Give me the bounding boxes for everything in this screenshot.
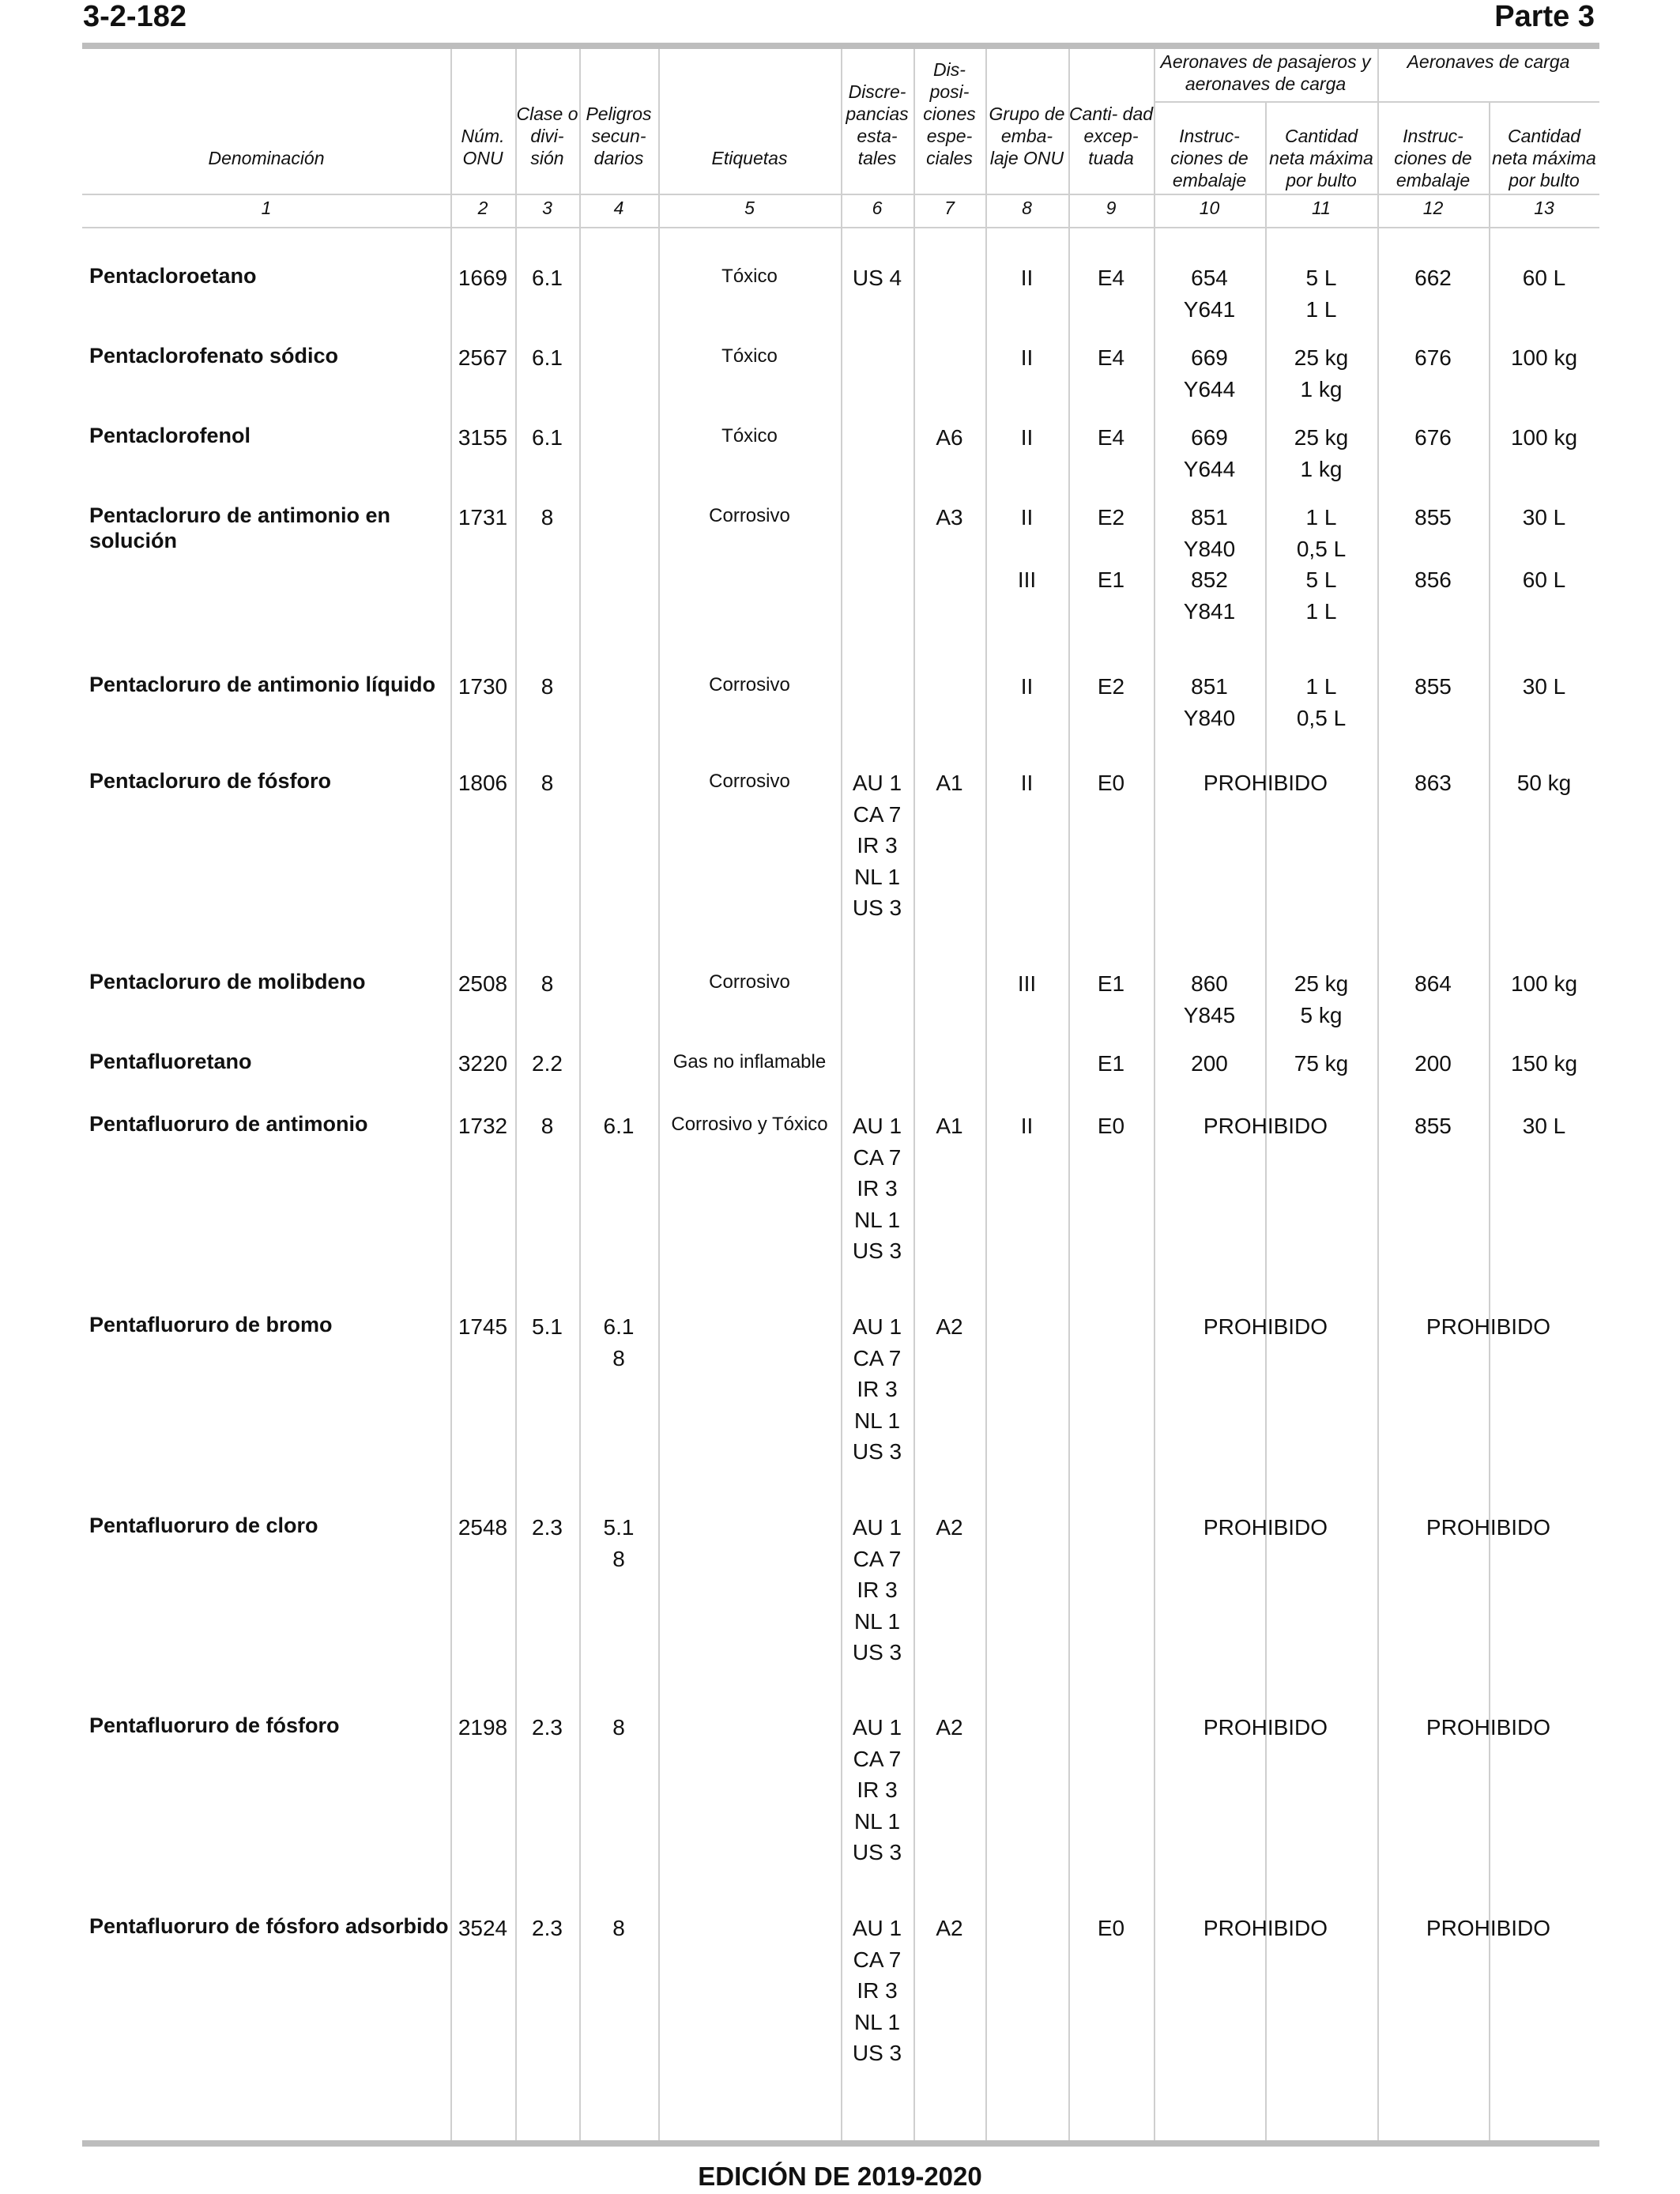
cell-class: 6.1 — [532, 266, 563, 290]
cell-cargo-qty: 30 L 60 L — [1522, 505, 1566, 592]
cell-eq: E4 — [1097, 266, 1125, 290]
cell-prohibited-cargo: PROHIBIDO — [1426, 1314, 1551, 1339]
column-number: 10 — [1199, 198, 1220, 218]
header-cargo-pi: Instruc- ciones de embalaje — [1394, 126, 1472, 190]
cell-labels: Corrosivo — [709, 971, 790, 993]
substance-name: Pentafluoruro de antimonio — [89, 1112, 368, 1136]
cell-prohibited-cargo: PROHIBIDO — [1426, 1715, 1551, 1740]
cell-cargo-pi: 676 — [1414, 425, 1452, 450]
cell-pax-qty: 1 L 0,5 L 5 L 1 L — [1296, 505, 1347, 624]
cell-eq: E0 — [1097, 771, 1125, 795]
cell-pax-pi: 851 Y840 852 Y841 — [1183, 505, 1236, 624]
cell-cargo-pi: 863 — [1414, 771, 1452, 795]
header-subrisk: Peligros secun- darios — [586, 104, 652, 168]
cell-class: 2.3 — [532, 1916, 563, 1940]
cell-pg: II — [1020, 1114, 1034, 1138]
cell-state-var: AU 1 CA 7 IR 3 NL 1 US 3 — [852, 1314, 902, 1464]
column-number: 12 — [1422, 198, 1444, 218]
cell-prohibited-pax: PROHIBIDO — [1203, 1114, 1328, 1138]
cell-pax-pi: 860 Y845 — [1183, 971, 1236, 1027]
cell-pg: II III — [1017, 505, 1037, 592]
cell-cargo-pi: 855 856 — [1414, 505, 1452, 592]
cell-prohibited-cargo: PROHIBIDO — [1426, 1916, 1551, 1940]
cell-eq: E1 — [1097, 1051, 1125, 1076]
cell-un: 2548 — [458, 1515, 508, 1540]
cell-cargo-qty: 30 L — [1522, 674, 1566, 699]
cell-eq: E1 — [1097, 971, 1125, 996]
cell-class: 8 — [541, 505, 554, 530]
cell-special: A2 — [936, 1715, 963, 1740]
cell-class: 2.2 — [532, 1051, 563, 1076]
cell-labels: Tóxico — [721, 266, 778, 287]
cell-special: A2 — [936, 1314, 963, 1339]
cell-prohibited-cargo: PROHIBIDO — [1426, 1515, 1551, 1540]
cell-state-var: AU 1 CA 7 IR 3 NL 1 US 3 — [852, 1515, 902, 1664]
cell-pax-pi: 851 Y840 — [1183, 674, 1236, 730]
cell-class: 2.3 — [532, 1715, 563, 1740]
cell-cargo-pi: 662 — [1414, 266, 1452, 290]
cell-prohibited-pax: PROHIBIDO — [1203, 1916, 1328, 1940]
cell-subrisk: 6.1 — [603, 1114, 635, 1138]
cell-cargo-qty: 100 kg — [1510, 971, 1578, 996]
header-pax-group: Aeronaves de pasajeros y aeronaves de carga — [1160, 51, 1371, 94]
cell-special: A2 — [936, 1916, 963, 1940]
cell-class: 6.1 — [532, 425, 563, 450]
cell-pax-pi: 669 Y644 — [1183, 425, 1236, 481]
substance-name: Pentafluoretano — [89, 1050, 252, 1073]
column-number: 5 — [744, 198, 755, 218]
cell-cargo-qty: 60 L — [1522, 266, 1566, 290]
substance-name: Pentaclorofenol — [89, 424, 251, 447]
cell-special: A6 — [936, 425, 963, 450]
column-number: 2 — [477, 198, 488, 218]
top-rule — [82, 43, 1599, 49]
column-number: 4 — [613, 198, 624, 218]
cell-pax-qty: 25 kg 1 kg — [1294, 345, 1349, 401]
column-number: 3 — [542, 198, 552, 218]
substance-name: Pentacloruro de fósforo — [89, 769, 332, 793]
cell-special: A1 — [936, 1114, 963, 1138]
cell-prohibited-pax: PROHIBIDO — [1203, 1515, 1328, 1540]
substance-name: Pentafluoruro de fósforo — [89, 1713, 340, 1737]
cell-cargo-qty: 100 kg — [1510, 425, 1578, 450]
cell-pg: III — [1017, 971, 1037, 996]
substance-name: Pentacloroetano — [89, 264, 257, 288]
cell-un: 1731 — [458, 505, 508, 530]
cell-state-var: AU 1 CA 7 IR 3 NL 1 US 3 — [852, 1916, 902, 2065]
cell-cargo-pi: 676 — [1414, 345, 1452, 370]
cell-cargo-pi: 864 — [1414, 971, 1452, 996]
cell-labels: Gas no inflamable — [672, 1051, 827, 1072]
cell-cargo-pi: 855 — [1414, 1114, 1452, 1138]
header-cargo-group: Aeronaves de carga — [1407, 51, 1570, 72]
cell-labels: Tóxico — [721, 425, 778, 447]
column-number: 11 — [1312, 198, 1331, 218]
cell-cargo-qty: 150 kg — [1510, 1051, 1578, 1076]
column-number: 8 — [1022, 198, 1032, 218]
cell-class: 8 — [541, 771, 554, 795]
cell-cargo-qty: 30 L — [1522, 1114, 1566, 1138]
cell-eq: E4 — [1097, 425, 1125, 450]
cell-pg: II — [1020, 674, 1034, 699]
cell-subrisk: 8 — [612, 1916, 625, 1940]
cell-cargo-pi: 200 — [1414, 1051, 1452, 1076]
cell-un: 1730 — [458, 674, 508, 699]
part-label: Parte 3 — [1494, 0, 1595, 33]
cell-pax-pi: 200 — [1191, 1051, 1228, 1076]
cell-prohibited-pax: PROHIBIDO — [1203, 771, 1328, 795]
column-number: 7 — [944, 198, 955, 218]
cell-pg: II — [1020, 266, 1034, 290]
cell-un: 2508 — [458, 971, 508, 996]
cell-pg: II — [1020, 771, 1034, 795]
cell-state-var: AU 1 CA 7 IR 3 NL 1 US 3 — [852, 1114, 902, 1263]
cell-un: 3524 — [458, 1916, 508, 1940]
cell-eq: E0 — [1097, 1114, 1125, 1138]
cell-labels: Tóxico — [721, 345, 778, 367]
cell-labels: Corrosivo — [709, 505, 790, 526]
cell-class: 6.1 — [532, 345, 563, 370]
cell-special: A3 — [936, 505, 963, 530]
cell-un: 1806 — [458, 771, 508, 795]
cell-subrisk: 8 — [612, 1715, 625, 1740]
cell-un: 3220 — [458, 1051, 508, 1076]
column-number: 6 — [872, 198, 883, 218]
col-divider — [579, 49, 581, 2140]
header-state-variations: Discre- pancias esta- tales — [846, 81, 909, 168]
cell-un: 1745 — [458, 1314, 508, 1339]
substance-name: Pentafluoruro de cloro — [89, 1514, 318, 1537]
header-class: Clase o divi- sión — [516, 104, 578, 168]
cell-class: 2.3 — [532, 1515, 563, 1540]
cell-special: A1 — [936, 771, 963, 795]
cell-eq: E2 E1 — [1097, 505, 1125, 592]
cell-pax-qty: 1 L 0,5 L — [1296, 674, 1347, 730]
cell-pg: II — [1020, 345, 1034, 370]
header-name: Denominación — [208, 148, 325, 168]
cell-labels: Corrosivo — [709, 771, 790, 792]
cell-un: 3155 — [458, 425, 508, 450]
colnum-divider — [82, 227, 1599, 228]
cell-pax-qty: 75 kg — [1294, 1051, 1349, 1076]
cell-un: 2567 — [458, 345, 508, 370]
substance-name: Pentacloruro de antimonio en solución — [89, 503, 391, 552]
column-number: 9 — [1106, 198, 1117, 218]
cell-eq: E0 — [1097, 1916, 1125, 1940]
substance-name: Pentacloruro de molibdeno — [89, 970, 366, 993]
cell-un: 2198 — [458, 1715, 508, 1740]
cell-subrisk: 5.1 8 — [603, 1515, 635, 1571]
edition-footer: EDICIÓN DE 2019-2020 — [698, 2162, 982, 2191]
cell-state-var: AU 1 CA 7 IR 3 NL 1 US 3 — [852, 771, 902, 920]
cell-prohibited-pax: PROHIBIDO — [1203, 1715, 1328, 1740]
cell-state-var: AU 1 CA 7 IR 3 NL 1 US 3 — [852, 1715, 902, 1864]
cell-labels: Corrosivo — [709, 674, 790, 696]
cell-un: 1732 — [458, 1114, 508, 1138]
header-pax-qty: Cantidad neta máxima por bulto — [1269, 126, 1373, 190]
cell-eq: E4 — [1097, 345, 1125, 370]
page-number: 3-2-182 — [83, 0, 186, 33]
cell-cargo-qty: 100 kg — [1510, 345, 1578, 370]
cell-prohibited-pax: PROHIBIDO — [1203, 1314, 1328, 1339]
cell-pax-qty: 5 L 1 L — [1305, 266, 1337, 322]
header-packing-group: Grupo de emba- laje ONU — [989, 104, 1065, 168]
cell-cargo-pi: 855 — [1414, 674, 1452, 699]
bottom-rule — [82, 2140, 1599, 2147]
cell-eq: E2 — [1097, 674, 1125, 699]
cell-pax-qty: 25 kg 1 kg — [1294, 425, 1349, 481]
header-labels: Etiquetas — [711, 148, 788, 168]
header-un: Núm. ONU — [461, 126, 505, 168]
cell-class: 8 — [541, 1114, 554, 1138]
cell-un: 1669 — [458, 266, 508, 290]
header-divider — [82, 194, 1599, 195]
cell-class: 8 — [541, 971, 554, 996]
header-special-provisions: Dis- posi- ciones espe- ciales — [923, 59, 976, 168]
cell-special: A2 — [936, 1515, 963, 1540]
cell-class: 8 — [541, 674, 554, 699]
cell-labels: Corrosivo y Tóxico — [671, 1114, 828, 1135]
substance-name: Pentaclorofenato sódico — [89, 344, 339, 368]
substance-name: Pentafluoruro de bromo — [89, 1313, 333, 1336]
substance-name: Pentacloruro de antimonio líquido — [89, 673, 436, 696]
column-number: 1 — [261, 198, 272, 218]
cell-pax-pi: 669 Y644 — [1183, 345, 1236, 401]
column-number: 13 — [1534, 198, 1554, 218]
header-excepted-qty: Canti- dad excep- tuada — [1068, 104, 1154, 168]
col-divider — [913, 49, 915, 2140]
substance-name: Pentafluoruro de fósforo adsorbido — [89, 1914, 449, 1938]
cell-pax-pi: 654 Y641 — [1183, 266, 1236, 322]
cell-cargo-qty: 50 kg — [1516, 771, 1572, 795]
cell-pg: II — [1020, 425, 1034, 450]
cell-state-var: US 4 — [852, 266, 902, 290]
cell-class: 5.1 — [532, 1314, 563, 1339]
header-cargo-qty: Cantidad neta máxima por bulto — [1492, 126, 1596, 190]
header-pax-pi: Instruc- ciones de embalaje — [1170, 126, 1249, 190]
cell-pax-qty: 25 kg 5 kg — [1294, 971, 1349, 1027]
cell-subrisk: 6.1 8 — [603, 1314, 635, 1370]
